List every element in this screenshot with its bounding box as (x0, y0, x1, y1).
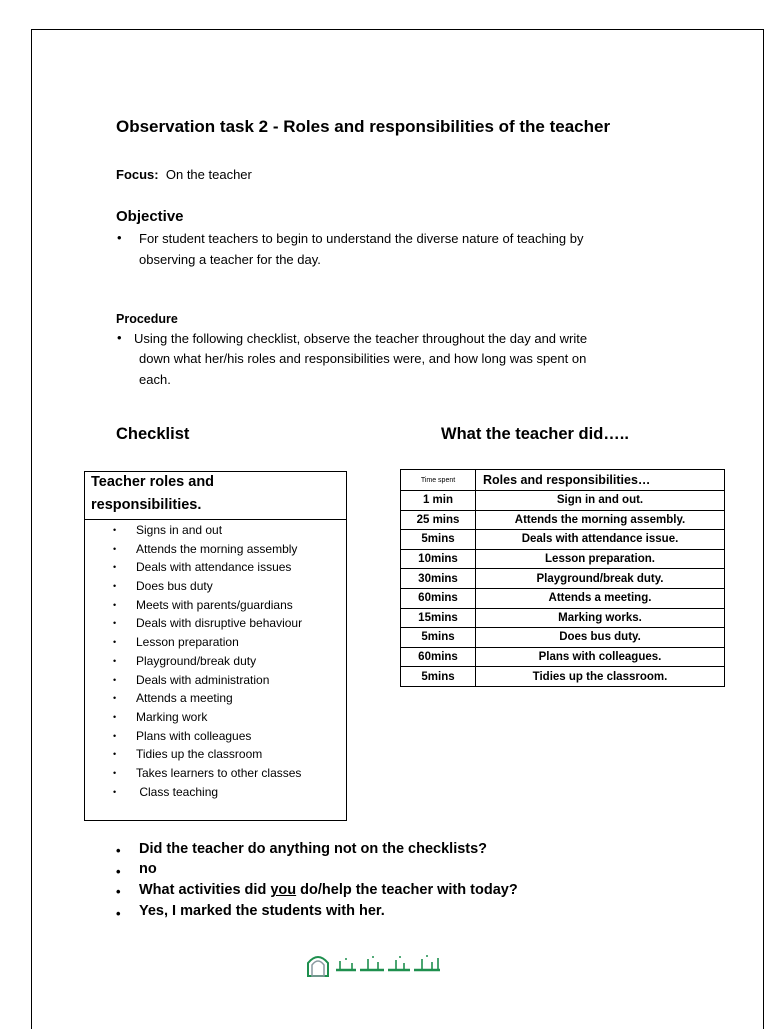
table-row (401, 549, 725, 569)
list-bullet: • (113, 562, 117, 573)
role-cell: Attends the morning assembly. (476, 510, 725, 530)
question-bullet: • (116, 843, 121, 858)
checklist-heading: Checklist (116, 425, 190, 443)
roles-list-item (85, 689, 346, 708)
list-bullet: • (113, 581, 117, 592)
roles-list-item (85, 577, 346, 596)
roles-item-text: Attends the morning assembly (136, 541, 298, 556)
list-bullet: • (113, 674, 117, 685)
table-row (401, 569, 725, 589)
table-row (401, 608, 725, 628)
roles-item-text: Meets with parents/guardians (136, 597, 293, 612)
list-bullet: • (113, 711, 117, 722)
roles-list-item (85, 614, 346, 633)
what-teacher-did-heading: What the teacher did….. (441, 425, 629, 443)
role-cell: Sign in and out. (476, 491, 725, 511)
time-cell: 10mins (401, 549, 476, 569)
answer-1: no (139, 861, 157, 877)
time-cell: 5mins (401, 530, 476, 550)
roles-list-item (85, 764, 346, 783)
role-cell: Marking works. (476, 608, 725, 628)
roles-header-line-2: responsibilities. (91, 497, 202, 513)
role-cell: Deals with attendance issue. (476, 530, 725, 550)
procedure-bullet: • (117, 330, 122, 345)
table-row (401, 647, 725, 667)
procedure-text-line-2: down what her/his roles and responsibilities were, and how long was spent on (139, 351, 587, 366)
roles-item-text: Lesson preparation (136, 635, 239, 650)
roles-item-text: Class teaching (136, 784, 219, 799)
list-bullet: • (113, 786, 117, 797)
role-cell: Tidies up the classroom. (476, 667, 725, 687)
list-bullet: • (113, 543, 117, 554)
table-row (401, 491, 725, 511)
list-bullet: • (113, 525, 117, 535)
question-2-end: do/help the teacher with today? (296, 882, 518, 898)
what-teacher-did-table (400, 469, 725, 687)
focus-line (116, 167, 252, 182)
time-cell: 15mins (401, 608, 476, 628)
roles-item-text: Deals with administration (136, 672, 270, 687)
role-cell: Playground/break duty. (476, 569, 725, 589)
time-cell: 60mins (401, 647, 476, 667)
roles-list-item (85, 558, 346, 577)
list-bullet: • (113, 618, 117, 629)
roles-header-line-1: Teacher roles and (91, 474, 215, 490)
roles-list-item (85, 783, 346, 802)
list-bullet: • (113, 749, 117, 760)
roles-item-text: Marking work (136, 709, 208, 724)
roles-checklist-box (84, 471, 347, 821)
time-cell: 60mins (401, 588, 476, 608)
question-bullet: • (116, 884, 121, 899)
objective-heading: Objective (116, 208, 184, 225)
objective-text-line-1: For student teachers to begin to understand the diverse nature of teaching by (139, 231, 584, 246)
roles-list (85, 521, 346, 801)
roles-item-text: Attends a meeting (136, 691, 233, 706)
question-2-underlined: you (270, 882, 297, 898)
answer-2: Yes, I marked the students with her. (139, 903, 385, 919)
roles-header: Roles and responsibilities… (476, 470, 725, 491)
roles-item-text: Does bus duty (136, 579, 213, 594)
table-row (401, 588, 725, 608)
role-cell: Plans with colleagues. (476, 647, 725, 667)
table-row (401, 510, 725, 530)
roles-list-item (85, 671, 346, 690)
time-cell: 1 min (401, 491, 476, 511)
table-row (401, 667, 725, 687)
time-cell: 5mins (401, 628, 476, 648)
time-spent-header: Time spent (401, 470, 476, 491)
time-cell: 30mins (401, 569, 476, 589)
list-bullet: • (113, 655, 117, 666)
list-bullet: • (113, 599, 117, 610)
roles-item-text: Takes learners to other classes (136, 765, 302, 780)
question-2-start: What activities did (139, 882, 271, 898)
role-cell: Lesson preparation. (476, 549, 725, 569)
procedure-text-line-1: Using the following checklist, observe the teacher throughout the day and write (134, 331, 588, 346)
list-bullet: • (113, 767, 117, 778)
table-header-row (401, 470, 725, 491)
procedure-text-line-3: each. (139, 372, 171, 387)
time-cell: 25 mins (401, 510, 476, 530)
role-cell: Does bus duty. (476, 628, 725, 648)
time-cell: 5mins (401, 667, 476, 687)
roles-list-item (85, 633, 346, 652)
page-title: Observation task 2 - Roles and responsibilities of the teacher (116, 117, 611, 136)
list-bullet: • (113, 693, 117, 704)
roles-item-text: Plans with colleagues (136, 728, 252, 743)
table-row (401, 628, 725, 648)
question-1: Did the teacher do anything not on the checklists? (139, 841, 488, 857)
institution-logo (306, 951, 444, 977)
role-cell: Attends a meeting. (476, 588, 725, 608)
list-bullet: • (113, 637, 117, 648)
roles-list-item (85, 745, 346, 764)
answer-bullet: • (116, 906, 121, 921)
focus-label: Focus: (116, 167, 159, 182)
objective-text-line-2: observing a teacher for the day. (139, 252, 321, 267)
list-bullet: • (113, 730, 117, 741)
roles-item-text: Deals with disruptive behaviour (136, 616, 303, 631)
roles-list-item (85, 652, 346, 671)
roles-list-item (85, 727, 346, 746)
procedure-heading: Procedure (116, 312, 178, 326)
question-2 (139, 882, 518, 898)
roles-list-item (85, 708, 346, 727)
roles-box-header (85, 472, 346, 520)
roles-item-text: Playground/break duty (136, 653, 257, 668)
focus-value: On the teacher (165, 167, 252, 182)
roles-item-text: Tidies up the classroom (136, 747, 263, 762)
answer-bullet: • (116, 864, 121, 879)
roles-item-text: Deals with attendance issues (136, 560, 292, 575)
objective-bullet: • (117, 230, 122, 245)
roles-item-text: Signs in and out (136, 523, 223, 537)
roles-list-item (85, 540, 346, 559)
roles-list-item (85, 596, 346, 615)
table-row (401, 530, 725, 550)
roles-list-item (85, 521, 346, 540)
